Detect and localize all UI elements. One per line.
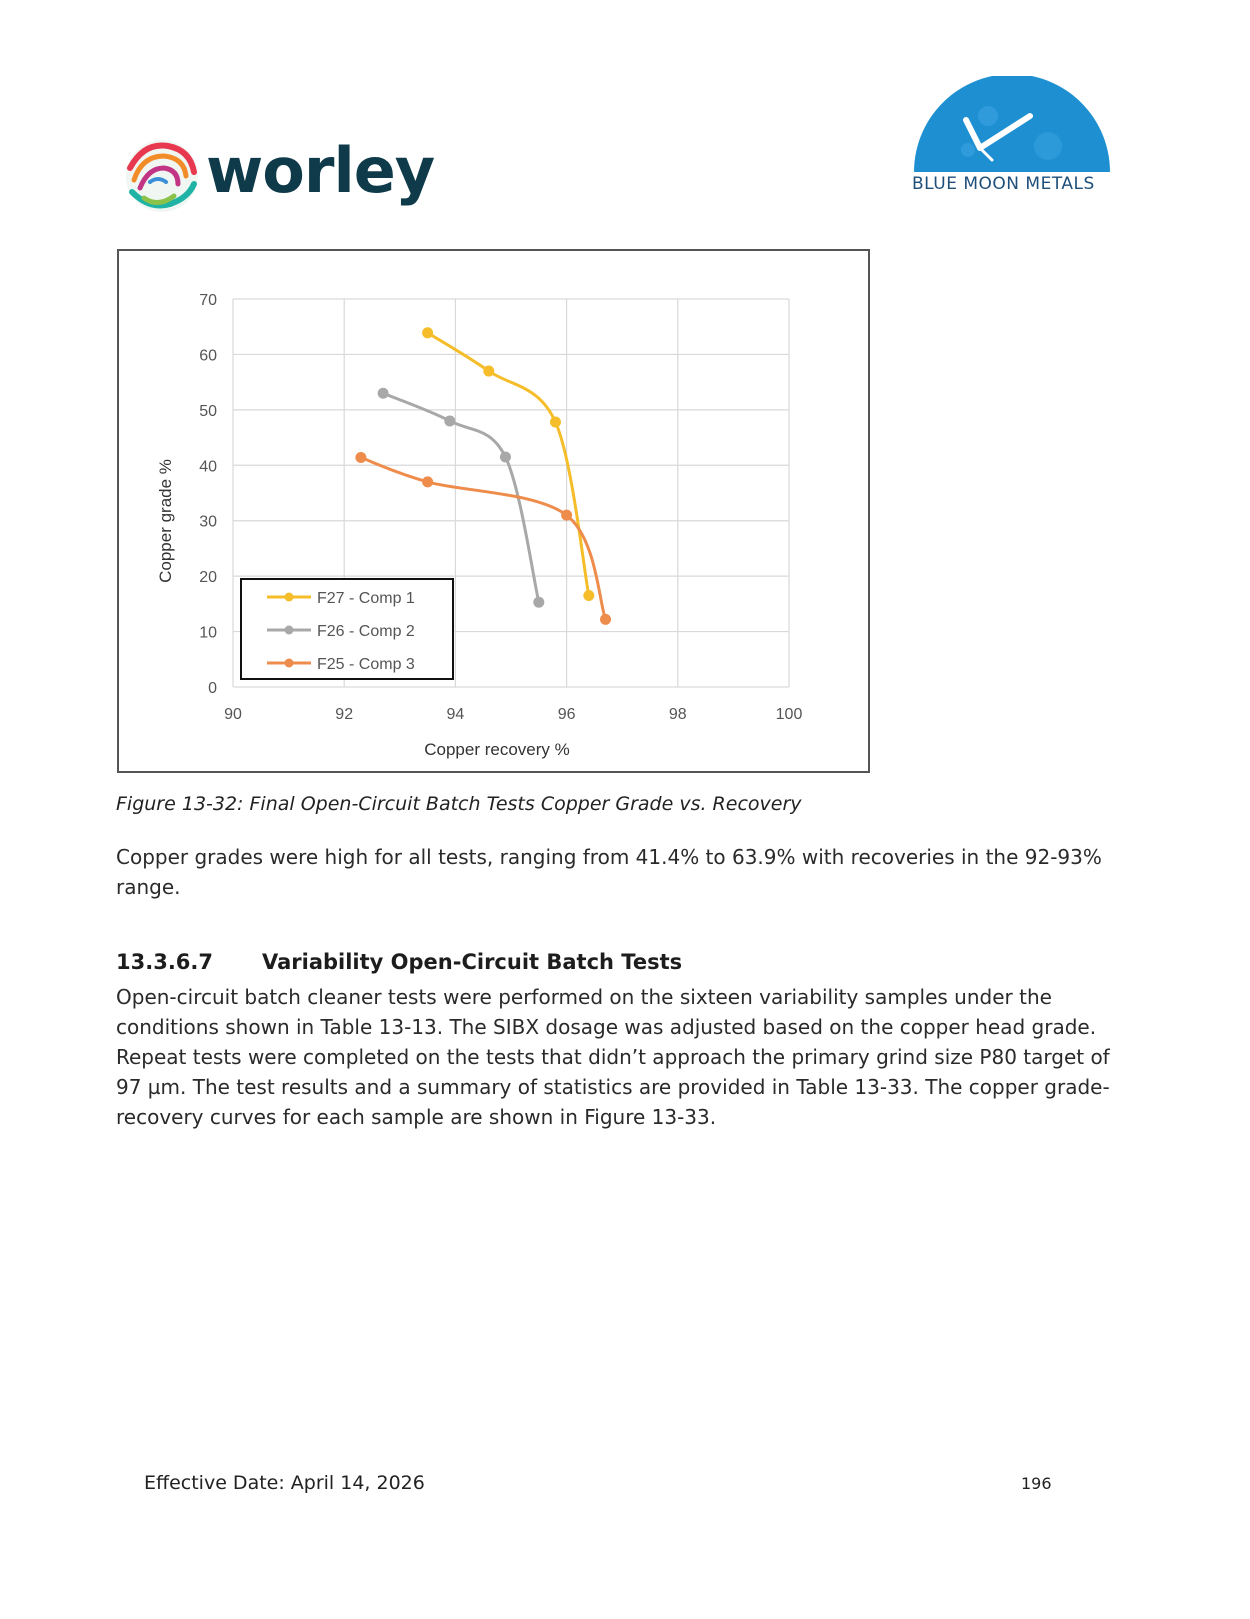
- y-axis-label: Copper grade %: [156, 459, 175, 583]
- data-point: [422, 327, 433, 338]
- grade-recovery-chart: [117, 249, 870, 773]
- blue-moon-metals-logo: [908, 76, 1118, 206]
- x-tick-label: 94: [446, 706, 465, 723]
- y-tick-label: 40: [199, 458, 217, 476]
- paragraph-variability: Open-circuit batch cleaner tests were performed on the sixteen variability samples under the conditions shown in Table 13-13. The SIBX dosage was adjusted based on the copper head grade. Repeat tests were completed on the tests that didn’t approach the primary grind size P80 target of 97 µm. The test results and a summary of statistics are provided in Table 13-33. The copper grade-recovery curves for each sample are shown in Figure 13-33.: [116, 985, 1110, 1129]
- legend-label: F26 - Comp 2: [317, 623, 415, 640]
- data-point: [422, 476, 433, 487]
- legend-swatch-marker: [285, 626, 294, 635]
- y-tick-label: 70: [199, 292, 217, 309]
- data-point: [583, 590, 594, 601]
- legend-swatch-marker: [285, 659, 294, 668]
- y-tick-label: 0: [208, 680, 217, 697]
- y-tick-label: 30: [199, 513, 217, 531]
- y-tick-label: 60: [199, 347, 217, 365]
- section-heading: [116, 950, 1016, 974]
- legend-label: F25 - Comp 3: [317, 656, 415, 673]
- chart-svg: [119, 251, 868, 771]
- data-point: [561, 510, 572, 521]
- data-point: [533, 597, 544, 608]
- data-point: [483, 366, 494, 377]
- data-point: [600, 614, 611, 625]
- worley-logo: [124, 128, 444, 218]
- paragraph-summary: Copper grades were high for all tests, ranging from 41.4% to 63.9% with recoveries in the 92-93% range.: [116, 845, 1102, 899]
- data-point: [444, 415, 455, 426]
- x-axis-label: Copper recovery %: [424, 740, 570, 759]
- x-tick-label: 100: [775, 706, 803, 723]
- data-point: [355, 452, 366, 463]
- data-point: [500, 451, 511, 462]
- section-number: 13.3.6.7: [116, 950, 213, 974]
- x-tick-label: 96: [557, 706, 576, 723]
- y-tick-label: 50: [199, 402, 217, 420]
- y-tick-label: 10: [199, 624, 217, 642]
- data-point: [378, 388, 389, 399]
- x-tick-label: 92: [335, 706, 354, 723]
- section-title: Variability Open-Circuit Batch Tests: [262, 950, 683, 974]
- x-tick-label: 90: [224, 706, 242, 723]
- blue-moon-wordmark: BLUE MOON METALS: [912, 174, 1095, 194]
- data-point: [550, 417, 561, 428]
- x-tick-label: 98: [668, 706, 687, 723]
- legend-label: F27 - Comp 1: [317, 590, 415, 607]
- worley-wordmark: worley: [206, 134, 435, 207]
- chart-legend: [241, 579, 453, 679]
- page-number: 196: [1021, 1474, 1052, 1493]
- legend-swatch-marker: [285, 593, 294, 602]
- figure-caption: Figure 13-32: Final Open-Circuit Batch Tests Copper Grade vs. Recovery: [116, 793, 802, 815]
- y-tick-label: 20: [199, 569, 217, 587]
- blue-moon-clock-logo-icon: [908, 76, 1118, 176]
- worley-swirl-logo-icon: [124, 138, 200, 214]
- effective-date: Effective Date: April 14, 2026: [144, 1472, 425, 1494]
